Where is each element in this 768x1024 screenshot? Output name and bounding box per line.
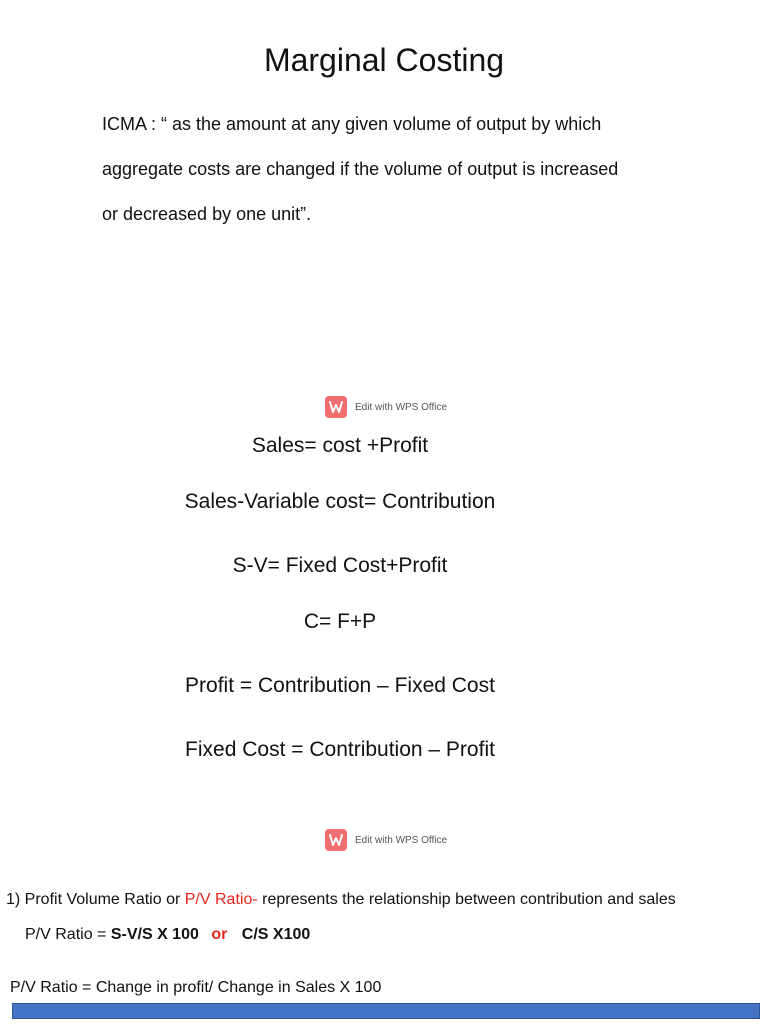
wps-watermark <box>325 396 447 418</box>
definition-line: or decreased by one unit”. <box>102 204 312 224</box>
pv-formula-or: or <box>211 926 228 943</box>
pv-formula-b: C/S X100 <box>241 926 311 943</box>
pv-intro-suffix: represents the relationship between contribution and sales <box>257 891 676 908</box>
pv-formula-label: P/V Ratio = <box>25 926 111 943</box>
pv-ratio-formula <box>25 926 310 944</box>
pv-ratio-intro <box>6 891 676 909</box>
formula-line: S-V= Fixed Cost+Profit <box>232 554 448 577</box>
bottom-bar <box>12 1003 760 1019</box>
pv-ratio-highlight: P/V Ratio- <box>184 891 258 908</box>
formula-line: Profit = Contribution – Fixed Cost <box>185 674 495 697</box>
wps-watermark-label: Edit with WPS Office <box>355 834 448 846</box>
wps-watermark-label: Edit with WPS Office <box>355 401 448 413</box>
wps-logo-icon <box>325 829 347 851</box>
formula-line: Fixed Cost = Contribution – Profit <box>185 738 495 761</box>
wps-watermark <box>325 829 447 851</box>
formula-line: Sales-Variable cost= Contribution <box>184 490 496 513</box>
pv-intro-prefix: 1) Profit Volume Ratio or <box>6 891 185 908</box>
formula-line: Sales= cost +Profit <box>251 434 429 457</box>
wps-logo-icon <box>325 396 347 418</box>
page-title: Marginal Costing <box>263 42 505 78</box>
pv-formula-a: S-V/S X 100 <box>110 926 199 943</box>
pv-ratio-alt-formula: P/V Ratio = Change in profit/ Change in Sales X 100 <box>10 979 382 996</box>
definition-line: aggregate costs are changed if the volume of output is increased <box>102 159 619 179</box>
formula-line: C= F+P <box>303 610 377 633</box>
definition-line: ICMA : “ as the amount at any given volume of output by which <box>102 114 602 134</box>
